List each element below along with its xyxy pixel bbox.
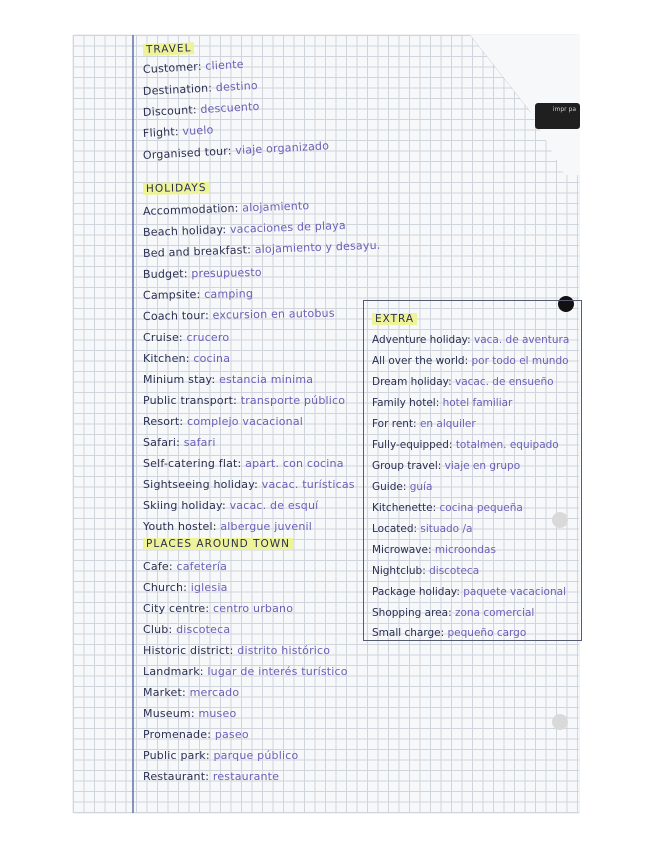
list-item: Self-catering flat: apart. con cocina xyxy=(143,457,344,470)
section-title-extra: EXTRA xyxy=(372,313,417,325)
list-item: Market: mercado xyxy=(143,686,240,699)
list-item: Located: situado /a xyxy=(372,523,473,535)
list-item: Cruise: crucero xyxy=(143,331,230,344)
list-item: City centre: centro urbano xyxy=(143,602,294,615)
list-item: Accommodation: alojamiento xyxy=(142,199,310,218)
list-item: Budget: presupuesto xyxy=(142,265,262,281)
list-item: Cafe: cafetería xyxy=(143,560,228,573)
list-item: Campsite: camping xyxy=(142,287,254,302)
list-item: Minium stay: estancia minima xyxy=(143,373,314,386)
list-item: Small charge: pequeño cargo xyxy=(372,627,527,639)
keyboard-key xyxy=(535,103,580,129)
list-item: All over the world: por todo el mundo xyxy=(372,355,569,367)
list-item: Family hotel: hotel familiar xyxy=(372,397,513,409)
list-item: Customer: cliente xyxy=(142,57,245,76)
list-item: Sightseeing holiday: vacac. turísticas xyxy=(143,478,355,491)
list-item: For rent: en alquiler xyxy=(372,418,476,430)
list-item: Youth hostel: albergue juvenil xyxy=(143,520,313,533)
list-item: Kitchenette: cocina pequeña xyxy=(372,502,523,514)
section-title-travel: TRAVEL xyxy=(143,42,195,56)
list-item: Kitchen: cocina xyxy=(143,352,231,365)
list-item: Restaurant: restaurante xyxy=(143,770,280,783)
list-item: Club: discoteca xyxy=(143,623,231,636)
list-item: Package holiday: paquete vacacional xyxy=(372,586,566,598)
list-item: Public transport: transporte público xyxy=(143,394,346,407)
list-item: Skiing holiday: vacac. de esquí xyxy=(143,499,319,512)
list-item: Microwave: microondas xyxy=(372,544,496,556)
list-item: Landmark: lugar de interés turístico xyxy=(143,665,348,678)
list-item: Destination: destino xyxy=(142,78,259,98)
list-item: Discount: descuento xyxy=(142,99,260,119)
list-item: Safari: safari xyxy=(143,436,216,449)
list-item: Nightclub: discoteca xyxy=(372,565,480,577)
list-item: Historic district: distrito histórico xyxy=(143,644,331,657)
section-title-holidays: HOLIDAYS xyxy=(143,182,210,195)
list-item: Shopping area: zona comercial xyxy=(372,607,535,619)
list-item: Adventure holiday: vaca. de aventura xyxy=(372,334,570,346)
list-item: Beach holiday: vacaciones de playa xyxy=(142,218,347,239)
list-item: Museum: museo xyxy=(143,707,237,720)
list-item: Bed and breakfast: alojamiento y desayu. xyxy=(142,238,381,260)
list-item: Resort: complejo vacacional xyxy=(143,415,304,428)
punch-hole-3 xyxy=(552,714,568,730)
list-item: Fully-equipped: totalmen. equipado xyxy=(372,439,559,451)
list-item: Church: iglesia xyxy=(143,581,228,594)
list-item: Guide: guía xyxy=(372,481,433,493)
list-item: Public park: parque público xyxy=(143,749,299,762)
section-title-places: PLACES AROUND TOWN xyxy=(143,538,293,550)
list-item: Dream holiday: vacac. de ensueño xyxy=(372,376,554,388)
keyboard-key-label: impr pa xyxy=(552,106,576,113)
list-item: Group travel: viaje en grupo xyxy=(372,460,521,472)
list-item: Flight: vuelo xyxy=(142,123,214,140)
margin-line xyxy=(132,35,134,813)
list-item: Promenade: paseo xyxy=(143,728,249,741)
list-item: Coach tour: excursion en autobus xyxy=(142,306,335,323)
list-item: Organised tour: viaje organizado xyxy=(142,139,330,162)
